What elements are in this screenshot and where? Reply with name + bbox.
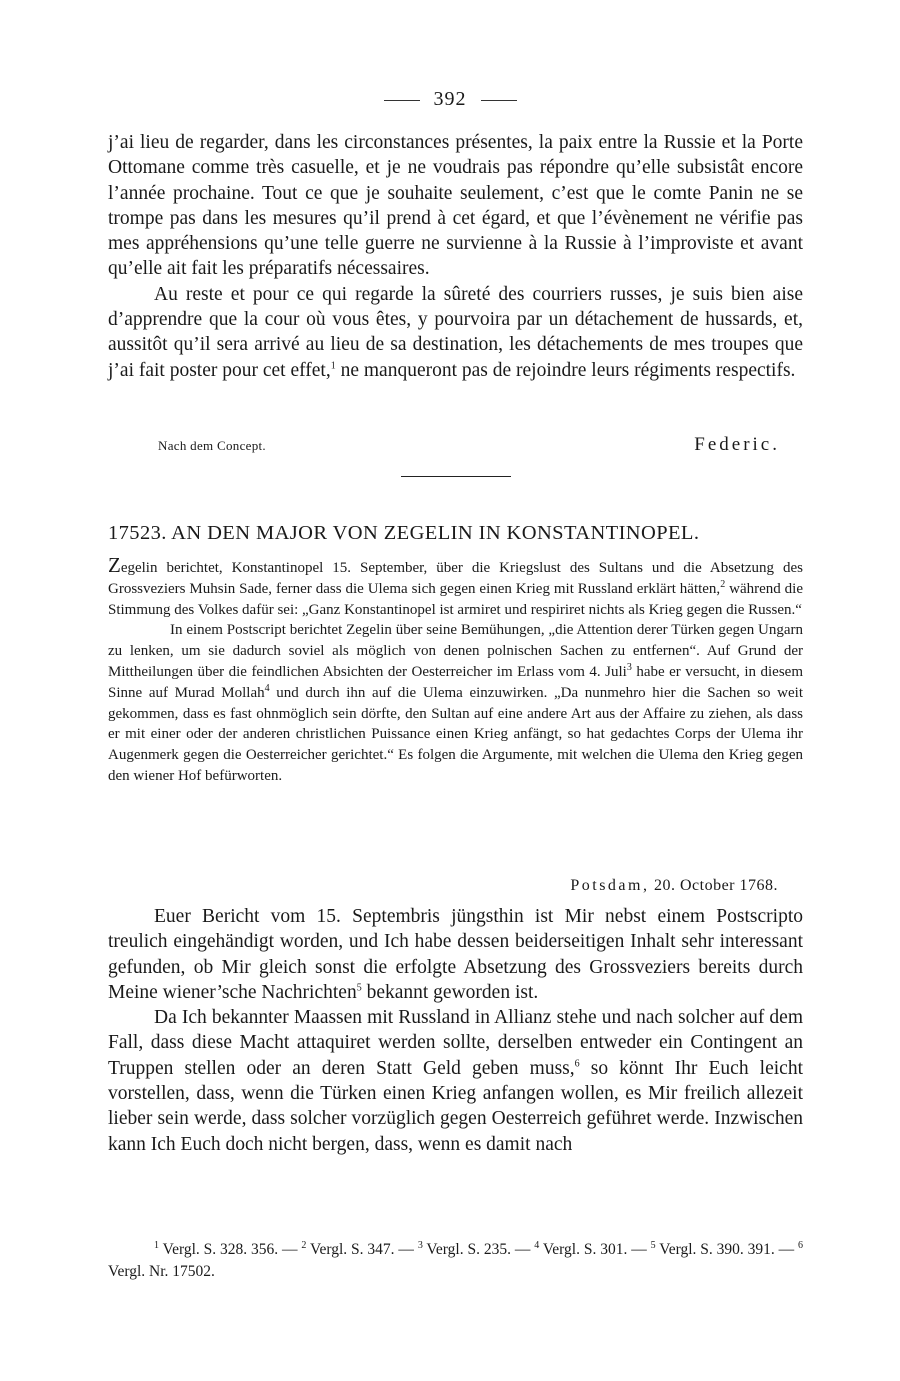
letter-body: [108, 904, 803, 1157]
footnote-ref: 2: [720, 578, 726, 590]
initial-letter: Z: [108, 553, 121, 577]
text-span: ne manqueront pas de rejoindre leurs régiments respectifs.: [335, 359, 796, 381]
page-number-header: [0, 88, 900, 111]
letter-continuation: [108, 130, 803, 383]
text-span: Euer Bericht vom 15. Septembris jüngsthin ist Mir nebst einem Postscripto treulich eingehändigt worden, und Ich habe dessen beiderseitigen Inhalt sehr interessant gefunden, ob Mir gleich sonst die erfolgte Absetzung des Grossveziers bereits durch Meine wiener’sche Nachrichten: [108, 906, 803, 1003]
date-place: Potsdam,: [570, 877, 650, 894]
text-span: In einem Postscript berichtet Zegelin über seine Bemühungen, „die Attention derer Türken gegen Ungarn zu lenken, um sie dadurch soviel als möglich von denen polnischen Sachen zu entfernen“. Auf Grund der Mittheilungen über die feindlichen Absichten der Oesterreicher im Erlass vom 4. Juli: [108, 622, 803, 680]
summary-paragraph: [108, 620, 803, 786]
signature: Federic.: [694, 434, 780, 455]
footnote-text: Vergl. S. 301. —: [539, 1241, 651, 1258]
footnote-number: 5: [650, 1239, 656, 1251]
text-span: habe er versucht, in diesem Sinne auf Murad Mollah: [108, 663, 803, 701]
text-span: so könnt Ihr Euch leicht vorstellen, dass, wenn die Türken einen Krieg anfangen wollen, es Mir freilich allezeit lieber sein werde, dass solcher vorzüglich gegen Oesterreich geführet werde. Inzwischen kann Ich Euch doch nicht bergen, dass, wenn es damit nach: [108, 1057, 803, 1155]
footnote-text: Vergl. Nr. 17502.: [108, 1263, 215, 1280]
text-span: bekannt geworden ist.: [361, 981, 539, 1003]
footnote-list: [108, 1239, 803, 1283]
footnote-ref: 6: [574, 1058, 580, 1070]
document-heading: 17523. AN DEN MAJOR VON ZEGELIN IN KONSTANTINOPEL.: [108, 522, 700, 544]
footnote-number: 2: [301, 1239, 307, 1251]
section-divider: [401, 476, 511, 477]
footnote-number: 1: [154, 1239, 159, 1251]
footnote-text: Vergl. S. 235. —: [422, 1241, 535, 1258]
summary-paragraph: [108, 555, 803, 620]
text-span: egelin berichtet, Konstantinopel 15. September, über die Kriegslust des Sultans und die Absetzung des Grossveziers Muhsin Sade, ferner dass die Ulema sich gegen einen Krieg mit Russland erklärt hätten,: [108, 560, 803, 597]
text-span: während die Stimmung des Volkes dafür sei: „Ganz Konstantinopel ist armiret und respiriret nichts als Krieg gegen die Russen.“: [108, 580, 803, 618]
footnote-ref: 1: [330, 360, 336, 372]
paragraph: [108, 904, 803, 1005]
paragraph: j’ai lieu de regarder, dans les circonstances présentes, la paix entre la Russie et la Porte Ottomane comme très casuelle, et je ne voudrais pas répondre qu’elle subsistât encore l’année prochaine. Tout ce que je souhaite seulement, c’est que le comte Panin ne se trompe pas dans les mesures qu’il prend à cet égard, et que l’évènement ne vérifie pas mes appréhensions qu’une telle guerre ne survienne à la Russie à l’improviste et avant qu’elle ait fait les préparatifs nécessaires.: [108, 132, 803, 280]
footnote-number: 6: [798, 1239, 804, 1251]
text-span: und durch ihn auf die Ulema einzuwirken. „Da nunmehro hier die Sachen so weit gekommen, dass es fast ohnmöglich sein dörfte, den Sultan auf eine andere Art aus der Affaire zu ziehen, als dass er mit einer oder der anderen christlichen Puissance einen Krieg anfängt, so hat gedachtes Corps der Ulema ihr Augenmerk gegen die Oesterreicher gerichtet.“ Es folgen die Argumente, mit welchen die Ulema den Krieg gegen den wiener Hof befürworten.: [108, 684, 804, 784]
footnote-number: 3: [417, 1239, 423, 1251]
source-note: Nach dem Concept.: [158, 438, 266, 453]
text-span: Da Ich bekannter Maassen mit Russland in Allianz stehe und nach solcher auf dem Fall, dass diese Macht attaquiret werden sollte, derselben entweder ein Contingent an Truppen stellen oder an deren Statt Geld geben muss,: [108, 1007, 803, 1079]
footnote-number: 4: [534, 1239, 540, 1251]
footnote-ref: 5: [356, 982, 362, 994]
right-dash: [481, 100, 517, 101]
footnote-ref: 4: [264, 682, 270, 694]
paragraph: [108, 282, 803, 383]
page-number: 392: [433, 88, 467, 110]
dateline: [570, 877, 778, 895]
footnotes: [108, 1239, 803, 1283]
footnote-text: Vergl. S. 328. 356. —: [159, 1241, 302, 1258]
footnote-text: Vergl. S. 390. 391. —: [655, 1241, 799, 1258]
editorial-summary: [108, 555, 803, 787]
text-span: Au reste et pour ce qui regarde la sûreté des courriers russes, je suis bien aise d’apprendre que la cour où vous êtes, y pourvoira par un détachement de hussards, et, aussitôt qu’il sera arrivé au lieu de sa destination, les détachements de mes troupes que j’ai fait poster pour cet effet,: [108, 283, 803, 381]
left-dash: [384, 100, 420, 101]
footnote-text: Vergl. S. 347. —: [306, 1241, 418, 1258]
date: 20. October 1768.: [649, 877, 778, 894]
paragraph: [108, 1005, 803, 1157]
footnote-ref: 3: [626, 661, 632, 673]
closing-line: [108, 434, 780, 456]
